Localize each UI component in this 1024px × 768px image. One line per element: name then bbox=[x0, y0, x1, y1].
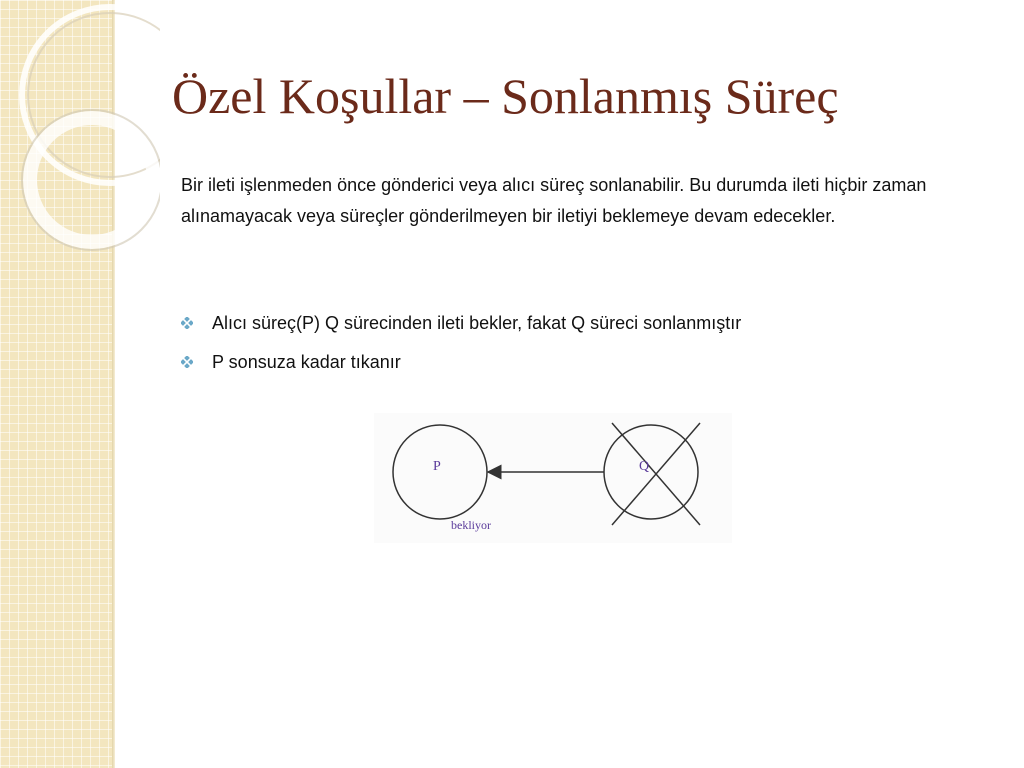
bullet-text: P sonsuza kadar tıkanır bbox=[212, 352, 401, 372]
waiting-label: bekliyor bbox=[451, 518, 491, 532]
decorative-rings bbox=[0, 0, 160, 280]
bullet-item bbox=[181, 308, 971, 338]
process-diagram bbox=[374, 413, 732, 543]
slide-title: Özel Koşullar – Sonlanmış Süreç bbox=[172, 68, 839, 124]
bullet-text: Alıcı süreç(P) Q sürecinden ileti bekler, fakat Q süreci sonlanmıştır bbox=[212, 313, 742, 333]
bullet-list bbox=[181, 308, 971, 386]
process-q-label: Q bbox=[639, 459, 650, 474]
body-paragraph: Bir ileti işlenmeden önce gönderici veya alıcı süreç sonlanabilir. Bu durumda ileti hiçbir zaman alınamayacak veya süreçler gönderilmeyen bir iletiyi beklemeye devam edecekler. bbox=[181, 175, 927, 226]
diamond-bullet-icon bbox=[181, 356, 193, 368]
process-p-label: P bbox=[433, 459, 441, 474]
bullet-item bbox=[181, 347, 971, 377]
process-q-circle bbox=[604, 425, 698, 519]
diamond-bullet-icon bbox=[181, 317, 193, 329]
